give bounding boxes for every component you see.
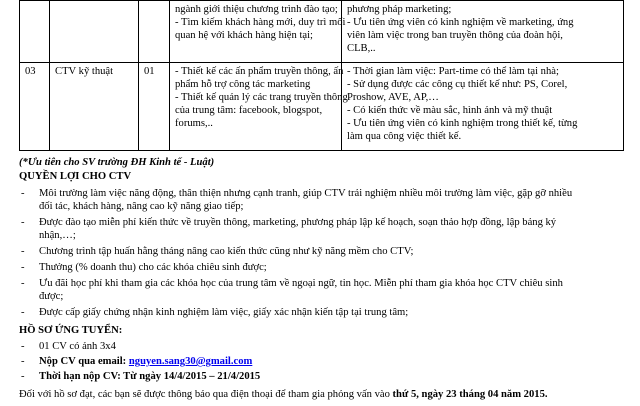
item-line: Ưu đãi học phí khi tham gia các khóa học của trung tâm về ngoại ngữ, tin học. Miễn phí tham gia khóa học CTV chiêu sinh bbox=[39, 278, 563, 289]
req-line: - Có kiến thức về màu sắc, hình ảnh và mỹ thuật bbox=[347, 105, 553, 116]
item-line: Được cấp giấy chứng nhận kinh nghiệm làm việc, giấy xác nhận kiến tập tại trung tâm; bbox=[39, 307, 409, 318]
cell-qty bbox=[139, 1, 170, 63]
req-line: - Ưu tiên ứng viên có kinh nghiệm về marketing, ứng bbox=[347, 17, 574, 28]
req-line: phương pháp marketing; bbox=[347, 4, 452, 15]
dash-marker: - bbox=[21, 341, 25, 352]
dash-marker: - bbox=[21, 246, 25, 257]
cell-no bbox=[20, 1, 50, 63]
req-line: CLB,.. bbox=[347, 43, 376, 54]
item-line: Môi trường làm việc năng động, thân thiện nhưng cạnh tranh, giúp CTV trải nghiệm nhiều môi trường làm việc, gặp gỡ nhiều bbox=[39, 188, 573, 199]
cell-duties bbox=[170, 63, 348, 151]
duty-line: của trung tâm: facebook, blogspot, bbox=[175, 105, 323, 116]
list-item bbox=[21, 355, 621, 368]
dash-marker: - bbox=[21, 371, 25, 382]
dash-marker: - bbox=[21, 262, 25, 273]
application-list bbox=[21, 340, 621, 383]
cell-requirements bbox=[342, 1, 624, 63]
benefits-heading: QUYỀN LỢI CHO CTV bbox=[19, 171, 132, 182]
interview-date: thứ 5, ngày 23 tháng 04 năm 2015. bbox=[392, 389, 548, 400]
table-row bbox=[20, 1, 624, 63]
req-line: - Sử dụng được các công cụ thiết kế như: PS, Corel, bbox=[347, 79, 568, 90]
duty-line: - Thiết kế quản lý các trang truyền thông bbox=[175, 92, 348, 103]
application-heading: HỒ SƠ ỨNG TUYỂN: bbox=[19, 325, 123, 336]
req-line: - Thời gian làm việc: Part-time có thể làm tại nhà; bbox=[347, 66, 559, 77]
footer-text: Đối với hồ sơ đạt, các bạn sẽ được thông báo qua điện thoại để tham gia phỏng vấn vào bbox=[19, 389, 393, 400]
item-line: nhận,…; bbox=[39, 230, 76, 241]
list-item bbox=[21, 261, 621, 274]
req-line: viên làm việc trong ban truyền thông của đoàn hội, bbox=[347, 30, 563, 41]
dash-marker: - bbox=[21, 307, 25, 318]
dash-marker: - bbox=[21, 217, 25, 228]
item-line: đối tác, khách hàng, nâng cao kỹ năng giao tiếp; bbox=[39, 201, 244, 212]
item-line: Chương trình tập huấn hằng tháng nâng cao kiến thức cũng như kỹ năng mềm cho CTV; bbox=[39, 246, 414, 257]
duty-line: quan hệ với khách hàng hiện tại; bbox=[175, 30, 313, 41]
item-line: được; bbox=[39, 291, 64, 302]
duty-line: - Tìm kiếm khách hàng mới, duy trì mối bbox=[175, 17, 346, 28]
deadline: Thời hạn nộp CV: Từ ngày 14/4/2015 – 21/4/2015 bbox=[39, 371, 261, 382]
duty-line: - Thiết kế các ấn phẩm truyền thông, ấn bbox=[175, 66, 344, 77]
benefits-list bbox=[21, 187, 621, 319]
list-item bbox=[21, 340, 621, 353]
item-line: Được đào tạo miễn phí kiến thức về truyền thông, marketing, phương pháp lập kế hoạch, soạn thảo hợp đồng, lập bảng ký bbox=[39, 217, 557, 228]
list-item bbox=[21, 277, 621, 303]
list-item bbox=[21, 245, 621, 258]
list-item bbox=[21, 187, 621, 213]
duty-line: phẩm hỗ trợ công tác marketing bbox=[175, 79, 311, 90]
duty-line: ngành giới thiệu chương trình đào tạo; bbox=[175, 4, 338, 15]
item-line: Thưởng (% doanh thu) cho các khóa chiêu sinh được; bbox=[39, 262, 267, 273]
req-line: Proshow, AVE, AP,… bbox=[347, 92, 439, 103]
req-line: - Ưu tiên ứng viên có kinh nghiệm trong thiết kế, từng bbox=[347, 118, 578, 129]
list-item bbox=[21, 306, 621, 319]
req-line: làm qua công việc thiết kế. bbox=[347, 131, 462, 142]
duty-line: forums,.. bbox=[175, 118, 213, 129]
dash-marker: - bbox=[21, 188, 25, 199]
cv-item: 01 CV có ảnh 3x4 bbox=[39, 341, 116, 352]
cell-qty: 01 bbox=[139, 63, 170, 151]
footer-note bbox=[19, 388, 629, 401]
cell-no: 03 bbox=[20, 63, 50, 151]
dash-marker: - bbox=[21, 278, 25, 289]
cell-duties bbox=[170, 1, 346, 63]
dash-marker: - bbox=[21, 356, 25, 367]
email-label: Nộp CV qua email: bbox=[39, 356, 129, 367]
list-item bbox=[21, 370, 621, 383]
table-row bbox=[20, 63, 624, 151]
email-link[interactable]: nguyen.sang30@gmail.com bbox=[128, 356, 253, 367]
list-item bbox=[21, 216, 621, 242]
job-table bbox=[19, 0, 624, 151]
cell-position: CTV kỹ thuật bbox=[50, 63, 139, 151]
cell-requirements bbox=[342, 63, 624, 151]
priority-note: (*Ưu tiên cho SV trường ĐH Kinh tế - Luật) bbox=[19, 157, 215, 168]
cell-position bbox=[50, 1, 139, 63]
